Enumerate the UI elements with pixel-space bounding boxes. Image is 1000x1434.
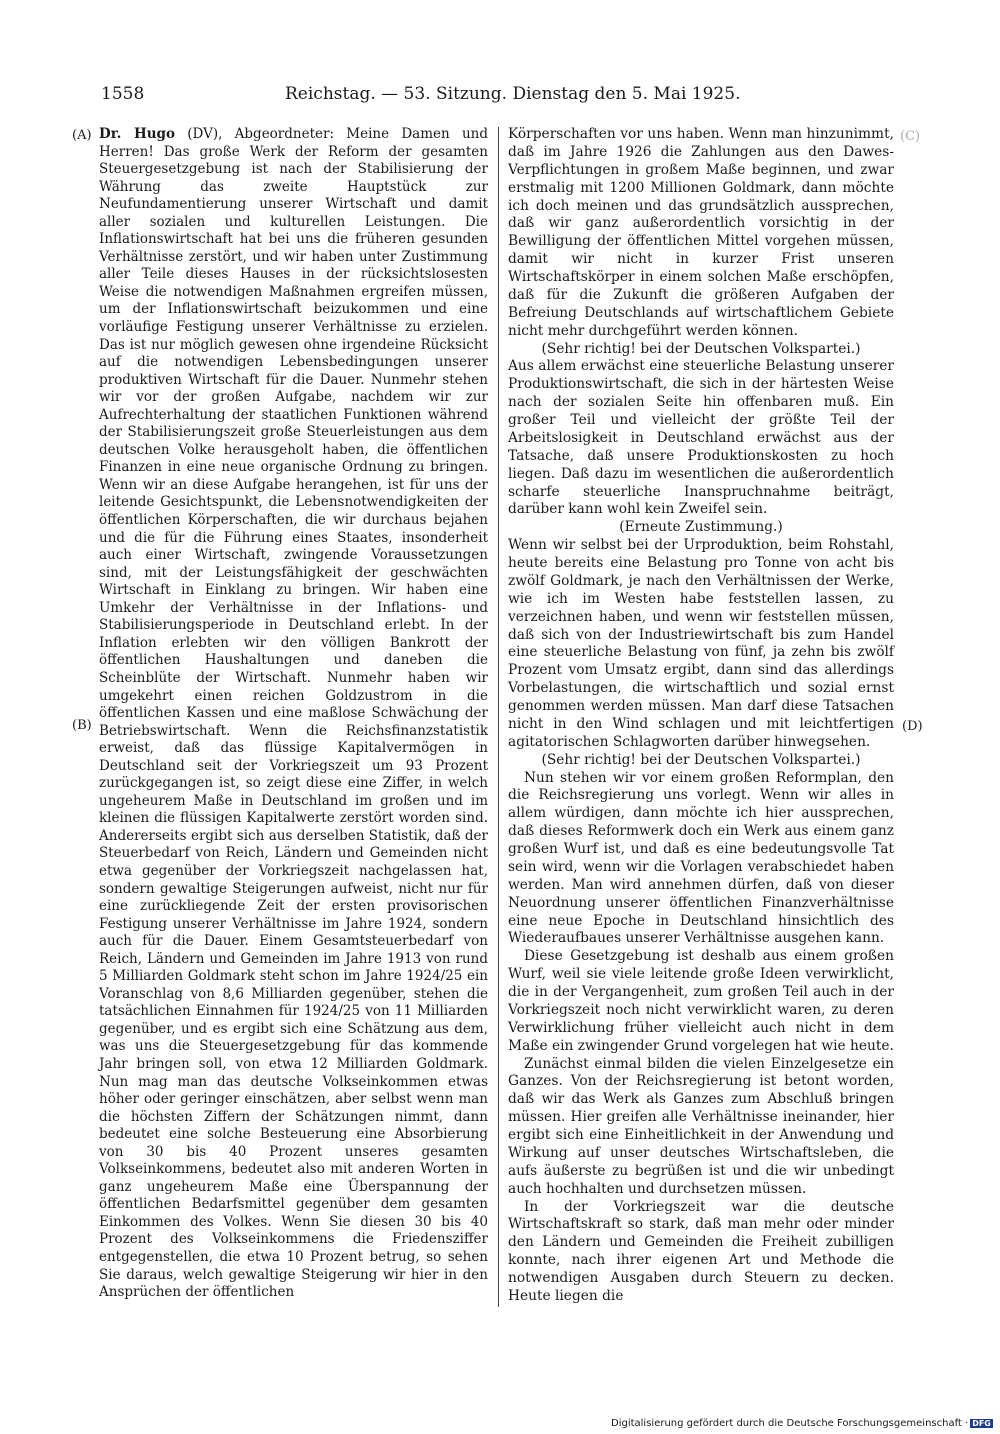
paragraph bbox=[99, 126, 488, 1302]
margin-marker-a: (A) bbox=[72, 128, 92, 143]
paragraph: Diese Gesetzgebung ist deshalb aus einem großen Wurf, weil sie viele leitende große Ideen verwirklicht, die in der Vergangenheit, zum großen Teil auch in der Vorkriegszeit noch nicht verwirklicht waren, zu deren Verwirklichung früher vielleicht auch nicht in dem Maße ein zwingender Grund vorgelegen hat wie heute. bbox=[508, 948, 894, 1054]
credit-text: Digitalisierung gefördert durch die Deutsche Forschungsgemeinschaft · bbox=[611, 1418, 969, 1429]
paragraph: Wenn wir selbst bei der Urproduktion, beim Rohstahl, heute bereits eine Belastung pro Tonne von acht bis zwölf Goldmark, je nach den Verhältnissen der Werke, wie ich im Westen habe feststellen lassen, zu verzeichnen haben, und wenn wir feststellen müssen, daß sich von der Industriewirtschaft bis zum Handel eine steuerliche Belastung von fünf, ja zehn bis zwölf Prozent vom Umsatz ergibt, dann sind das allerdings Vorbelastungen, die wirtschaftlich und sozial ernst genommen werden müssen. Man darf diese Tatsachen nicht in den Wind schlagen und mit leichtfertigen agitatorischen Schlagworten darüber hinwegsehen. bbox=[508, 537, 894, 750]
interjection: (Sehr richtig! bei der Deutschen Volkspartei.) bbox=[541, 340, 861, 357]
paragraph: In der Vorkriegszeit war die deutsche Wirtschaftskraft so stark, daß man mehr oder minder den Ländern und Gemeinden die Freiheit zubilligen konnte, nach ihrer eigenen Art und Methode die notwendigen Ausgaben durch Steuern zu decken. Heute liegen die bbox=[508, 1198, 894, 1304]
paragraph: Körperschaften vor uns haben. Wenn man hinzunimmt, daß im Jahre 1926 die Zahlungen aus den Dawes-Verpflichtungen in großem Maße beginnen, und zwar erstmalig mit 1200 Millionen Goldmark, dann möchte ich doch meinen und das grundsätzlich aussprechen, daß wir ganz außerordentlich vorsichtig in der Bewilligung der öffentlichen Mittel vorgehen müssen, damit wir nicht in kurzer Frist unseren Wirtschaftskörper in einem solchen Maße erschöpfen, daß für die Zukunft die größeren Aufgaben der Befreiung Deutschlands auf wirtschaftlichem Gebiete nicht mehr durchgeführt werden können. bbox=[508, 126, 894, 339]
paragraph: Zunächst einmal bilden die vielen Einzelgesetze ein Ganzes. Von der Reichsregierung ist betont worden, daß wir das Werk als Ganzes zum Abschluß bringen müssen. Hier greifen alle Verhältnisse ineinander, hier ergibt sich eine Einheitlichkeit in der Anwendung und Wirkung auf unser deutsches Wirtschaftsleben, die aufs äußerste zu begrüßen ist und die wir unbedingt auch hochhalten und durchsetzen müssen. bbox=[508, 1055, 894, 1197]
digitization-credit bbox=[611, 1418, 991, 1429]
margin-marker-d: (D) bbox=[902, 719, 923, 734]
right-column bbox=[508, 126, 894, 1306]
running-title: Reichstag. — 53. Sitzung. Dienstag den 5. Mai 1925. bbox=[285, 84, 741, 104]
column-rule bbox=[498, 127, 499, 1307]
paragraph: Aus allem erwächst eine steuerliche Belastung unserer Produktionswirtschaft, die sich in der härtesten Weise nach der sozialen Seite hin offenbaren muß. Ein großer Teil und vielleicht der größte Teil der Arbeitslosigkeit in Deutschland erwächst aus der Tatsache, daß unsere Produktionskosten zu hoch liegen. Daß dazu im wesentlichen die außerordentlich scharfe steuerliche Inanspruchnahme beiträgt, darüber kann wohl kein Zweifel sein. bbox=[508, 358, 894, 518]
paragraph-text: (DV), Abgeordneter: Meine Damen und Herren! Das große Werk der Reform der gesamten Steuergesetzgebung ist nach der Stabilisierung der Währung das zweite Hauptstück zur Neufundamentierung unserer Wirtschaft und damit aller sozialen und kulturellen Leistungen. Die Inflationswirtschaft hat bei uns die früheren gesunden Verhältnisse zerstört, und wir haben unter Zustimmung aller Teile dieses Hauses in der rücksichtslosesten Weise die notwendigen Maßnahmen ergreifen müssen, um der Inflationswirtschaft beizukommen und eine vorläufige Festigung unserer Verhältnisse zu erzielen. Das ist nur möglich gewesen ohne irgendeine Rücksicht auf die notwendigen Lebensbedingungen unserer produktiven Wirtschaft für die Dauer. Nunmehr stehen wir vor der großen Aufgabe, nachdem wir zur Aufrechterhaltung der staatlichen Funktionen während der Stabilisierungszeit große Steuerleistungen aus dem deutschen Volke herausgeholt haben, die öffentlichen Finanzen in eine neue organische Ordnung zu bringen. Wenn wir an diese Aufgabe herangehen, ist für uns der leitende Gesichtspunkt, die Lebensnotwendigkeiten der öffentlichen Körperschaften, die wir durchaus bejahen und die für die Führung eines Staates, insonderheit auch einer Wirtschaft, zwingende Voraussetzungen sind, mit der Leistungsfähigkeit der geschwächten Wirtschaft in Einklang zu bringen. Wir haben eine Umkehr der Verhältnisse in der Inflations- und Stabilisierungsperiode in Deutschland erlebt. In der Inflation erlebten wir den völligen Bankrott der öffentlichen Haushaltungen und daneben die Scheinblüte der Wirtschaft. Nunmehr haben wir umgekehrt einen reichen Goldzustrom in die öffentlichen Kassen und eine maßlose Schwächung der Betriebswirtschaft. Wenn die Reichsfinanzstatistik erweist, daß das flüssige Kapitalvermögen in Deutschland seit der Vorkriegszeit um 93 Prozent zurückgegangen ist, so zeigt diese eine Ziffer, in welch ungeheurem Maße in Deutschland im großen und im kleinen die flüssigen Kapitalwerte zerstört worden sind. Andererseits ergibt sich aus derselben Statistik, daß der Steuerbedarf von Reich, Ländern und Gemeinden nicht etwa gegenüber der Vorkriegszeit nachgelassen hat, sondern gewaltige Steigerungen aufweist, nicht nur für eine zurückliegende Zeit der ersten provisorischen Festigung unserer Verhältnisse im Jahre 1924, sondern auch für die Dauer. Einem Gesamtsteuerbedarf von Reich, Ländern und Gemeinden im Jahre 1913 von rund 5 Milliarden Goldmark steht schon im Jahre 1924/25 ein Voranschlag von 8,6 Milliarden gegenüber, stehen die tatsächlichen Einnahmen für 1924/25 von 11 Milliarden gegenüber, und es ergibt sich eine Schätzung aus dem, was uns die Steuergesetzgebung für das kommende Jahr bringen soll, von etwa 12 Milliarden Goldmark. Nun mag man das deutsche Volkseinkommen etwas höher oder geringer einschätzen, aber selbst wenn man die höchsten Ziffern der Schätzungen nimmt, dann bedeutet eine solche Besteuerung eine Absorbierung von 30 bis 40 Prozent unseres gesamten Volkseinkommens, bedeutet also mit anderen Worten in ganz ungeheurem Maße eine Überspannung der öffentlichen Bedarfsmittel gegenüber dem gesamten Einkommen des Volkes. Wenn Sie diesen 30 bis 40 Prozent des Volkseinkommens die Friedensziffer entgegenstellen, die etwa 10 Prozent betrug, so sehen Sie daraus, welch gewaltige Steigerung wir hier in den Ansprüchen der öffentlichen bbox=[99, 126, 488, 1301]
page-header bbox=[101, 84, 741, 108]
page-number: 1558 bbox=[101, 84, 145, 104]
margin-marker-b: (B) bbox=[72, 718, 92, 733]
dfg-logo: DFG bbox=[972, 1418, 991, 1428]
margin-marker-c: (C) bbox=[900, 129, 921, 144]
speaker-name: Dr. Hugo bbox=[99, 126, 175, 142]
left-column bbox=[99, 126, 488, 1302]
paragraph: Nun stehen wir vor einem großen Reformplan, den die Reichsregierung uns vorlegt. Wenn wir alles in allem würdigen, dann möchte ich hier aussprechen, daß dieses Reformwerk doch ein Werk aus einem ganz großen Wurf ist, und daß es eine bedeutungsvolle Tat sein wird, wenn wir die Vorlagen verabschiedet haben werden. Man wird annehmen dürfen, daß von dieser Neuordnung unserer öffentlichen Finanzverhältnisse eine neue Epoche in Deutschland hinsichtlich des Wiederaufbaues unserer Verhältnisse ausgehen kann. bbox=[508, 769, 894, 947]
interjection: (Erneute Zustimmung.) bbox=[619, 519, 783, 536]
interjection: (Sehr richtig! bei der Deutschen Volkspartei.) bbox=[541, 751, 861, 768]
